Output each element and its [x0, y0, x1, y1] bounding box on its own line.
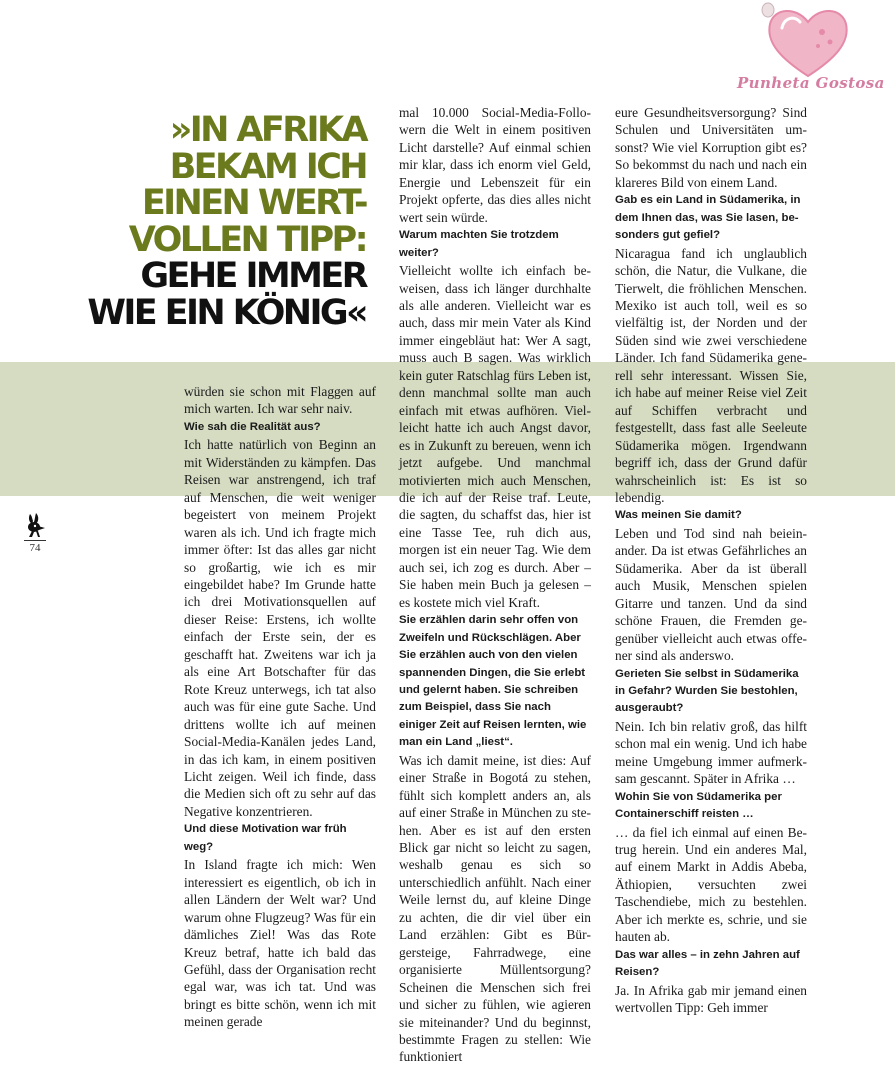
body-paragraph: In Island fragte ich mich: Wen interessiert es eigentlich, ob ich in allen Ländern der Welt war? Und warum ohne Flugzeug? Was für ein dämliches Ziel! Was das Rote Kreuz betraf, hatte ich bald das Gefühl, dass der Organisation recht egal war, was ich tat. Und was bringt es bitte schön, wenn ich mit meinen gerade: [184, 857, 376, 1030]
body-paragraph: mal 10.000 Social-Media-Followern die Welt in einem positiven Licht darstelle? Auf einmal schien mir klar, dass ich enorm viel Geld, Energie und Lebenszeit für ein Projekt opferte, das dies alles nicht wert sein würde.: [399, 105, 591, 225]
interview-question: Wohin Sie von Südamerika per Containerschiff reisten …: [615, 790, 782, 821]
headline-line: EINEN WERT-: [141, 183, 366, 223]
body-paragraph: … da fiel ich einmal auf einen Betrug herein. Und ein anderes Mal, auf einem Markt in Addis Abeba, Äthiopien, versuchten zwei Taschendiebe, mich zu bestehlen. Aber ich merkte es, schrie, und sie hauten ab.: [615, 824, 807, 945]
body-paragraph: Ja. In Afrika gab mir jemand einen wertvollen Tipp: Geh immer: [615, 982, 807, 1016]
body-paragraph: Was ich damit meine, ist dies: Auf einer Straße in Bogotá zu stehen, fühlt sich komplett anders an, als auf einer Straße in München zu stehen. Aber es ist auf den ersten Blick gar nicht so leicht zu sagen, weshalb genau es sich so unterschiedlich anfühlt. Nach einer Weile lernst du, auf kleine Dinge zu achten, die dir viel über ein Land erzählen: Gibt es Bürgersteige, Fahrradwege, eine organisierte Müllentsorgung? Scheinen die Menschen sich frei und sicher zu fühlen, wie agieren sie miteinander? Und du beginnst, bestimmte Fragen zu stellen: Wie funktioniert: [399, 752, 591, 1065]
interview-question: Warum machten Sie trotzdem weiter?: [399, 229, 559, 259]
body-paragraph: Nein. Ich bin relativ groß, das hilft schon mal ein wenig. Und ich habe meine Umgebung immer aufmerksam gescannt. Später in Afrika …: [615, 718, 807, 787]
headline-line: WIE EIN KÖNIG«: [87, 292, 366, 333]
article-column-2: [399, 104, 591, 1066]
article-column-3: [615, 104, 807, 1017]
interview-question: Gab es ein Land in Südamerika, in dem Ihnen das, was Sie lasen, besonders gut gefiel?: [615, 194, 801, 242]
interview-question: Was meinen Sie damit?: [615, 509, 742, 522]
bunny-logo-icon: [24, 512, 46, 538]
body-paragraph: Leben und Tod sind nah beieinander. Da ist etwas Gefährliches an Südamerika. Aber da ist überall auch Musik, Menschen spielen Gitarre und tanzen. Und da sind schöne Frauen, die Fremden gegenüber vielleicht auch etwas offener sind als anderswo.: [615, 525, 807, 664]
watermark-heart-logo: [760, 2, 856, 82]
interview-question: Gerieten Sie selbst in Südamerika in Gefahr? Wurden Sie bestohlen, ausgeraubt?: [615, 667, 799, 715]
body-paragraph: Ich hatte natürlich von Beginn an mit Widerständen zu kämpfen. Das Reisen war anstrengend, ich traf auf Menschen, die weit weniger begeistert von meinem Projekt waren als ich. Und ich fragte mich immer öfter: Ist das alles gar nicht so großartig, wie ich es mir eingebildet habe? Im Grunde hatte ich drei Motivationsquellen auf dieser Reise: Erstens, ich wollte einfach der Erste sein, der es geschafft hat. Zweitens war ich ja als eine Art Botschafter für das Rote Kreuz unterwegs, ich tat also auch was für eine gute Sache. Und drittens wollte ich auf meinen Social-Media-Kanälen jedes Land, in das ich kam, in einem positiven Licht zeigen. Weil ich finde, dass die Medien sich oft zu sehr auf das Negative konzentrieren.: [184, 437, 376, 819]
interview-question: Wie sah die Realität aus?: [184, 420, 321, 433]
headline-line: GEHE IMMER: [140, 256, 366, 296]
body-paragraph: Nicaragua fand ich unglaublich schön, die Natur, die Vulkane, die Tierwelt, die fröhlichen Menschen. Mexiko ist auch toll, weil es so vielfältig ist, der Norden und der Süden sind wie zwei verschiedene Länder. Ich fand Südamerika generell sehr interessant. Wissen Sie, ich habe auf meiner Reise viel Zeit auf Schiffen verbracht und festgestellt, dass fast alle Seeleute Südamerika mögen. Irgendwann begriff ich, dass der Grund dafür wahrscheinlich ist: Es ist so lebendig.: [615, 245, 807, 505]
body-paragraph: eure Gesundheitsversorgung? Sind Schulen und Universitäten umsonst? Wie viel Korruption gibt es? So bekommst du nach und nach ein klareres Bild von einem Land.: [615, 105, 807, 190]
body-paragraph: würden sie schon mit Flaggen auf mich warten. Ich war sehr naiv.: [184, 384, 376, 417]
headline-quote: [60, 112, 366, 331]
body-paragraph: Vielleicht wollte ich einfach beweisen, dass ich länger durchhalte als alle anderen. Vielleicht war es auch, dass mir mein Vater als Kind immer eingebläut hat: Wer A sagt, muss auch B sagen. Was wirklich kein guter Ratschlag fürs Leben ist, denn manchmal sollte man auch einfach mit etwas aufhören. Vielleicht hatte ich auch Angst davor, es in Zukunft zu bereuen, wenn ich jetzt aufgebe. Und manchmal motivierten mich auch Menschen, die ich auf der Reise traf. Leute, die sagten, du schaffst das, hier ist eine Tasse Tee, ruh dich aus, morgen ist ein neuer Tag. Wie dem auch sei, ich zog es durch. Aber – Sie haben mein Buch ja gelesen – es kostete mich viel Kraft.: [399, 263, 591, 610]
page-number: 74: [29, 542, 41, 554]
headline-line: BEKAM ICH: [169, 146, 366, 187]
headline-line: »IN AFRIKA: [169, 110, 366, 150]
interview-question: Das war alles – in zehn Jahren auf Reisen?: [615, 948, 800, 979]
interview-question: Und diese Motivation war früh weg?: [184, 823, 347, 853]
watermark-text: Punheta Gostosa: [737, 74, 885, 92]
interview-question: Sie erzählen darin sehr offen von Zweifeln und Rückschlägen. Aber Sie erzählen auch von den vielen spannenden Dingen, die Sie erlebt und gelernt haben. Sie schreiben zum Beispiel, dass Sie nach einiger Zeit auf Reisen lernten, wie man ein Land „liest“.: [399, 614, 587, 749]
headline-line: VOLLEN TIPP:: [128, 219, 366, 260]
page-number-rule: [24, 540, 46, 541]
article-column-1: [184, 383, 376, 1031]
